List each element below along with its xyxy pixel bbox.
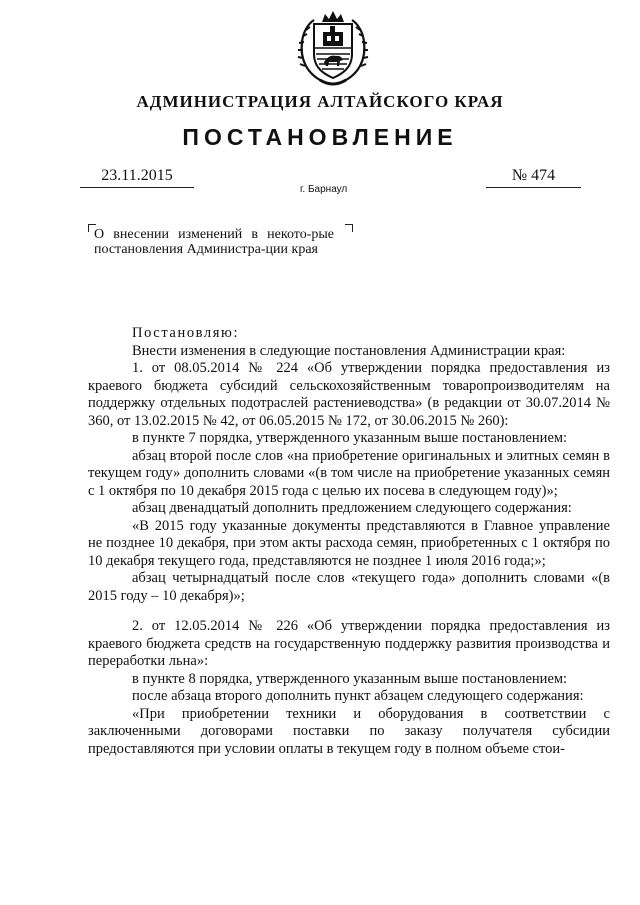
- body-paragraph: абзац четырнадцатый после слов «текущего года» дополнить словами «(в 2015 году – 10 декабря)»;: [88, 570, 610, 604]
- body-paragraph: абзац второй после слов «на приобретение оригинальных и элитных семян в текущем году» дополнить словами «(в том числе на приобретение указанных семян с 1 октября по 10 декабря 2015 года с целью их посева в следующем году)»;: [88, 447, 610, 499]
- body-paragraph: Постановляю:: [132, 325, 240, 341]
- document-number: № 474: [486, 167, 581, 188]
- document-subject: О внесении изменений в некото-рые постановления Администра-ции края: [94, 227, 334, 257]
- body-paragraph: Внести изменения в следующие постановления Администрации края:: [132, 342, 566, 359]
- body-paragraph: в пункте 8 порядка, утвержденного указанным выше постановлением:: [132, 670, 568, 687]
- document-body: [88, 325, 610, 758]
- document-date: 23.11.2015: [80, 167, 194, 188]
- organization-title: АДМИНИСТРАЦИЯ АЛТАЙСКОГО КРАЯ: [136, 92, 504, 111]
- document-city: г. Барнаул: [300, 184, 348, 195]
- body-paragraph: абзац двенадцатый дополнить предложением следующего содержания:: [132, 500, 572, 516]
- body-paragraph: в пункте 7 порядка, утвержденного указанным выше постановлением:: [132, 430, 568, 446]
- coat-of-arms-emblem: [294, 8, 372, 88]
- document-type-title: ПОСТАНОВЛЕНИЕ: [182, 124, 458, 150]
- body-paragraph: 2. от 12.05.2014 № 226 «Об утверждении порядка предоставления из краевого бюджета средств на государственную поддержку развития производства и переработки льна»:: [88, 618, 610, 669]
- subject-bracket-right: [345, 224, 353, 232]
- body-paragraph: «При приобретении техники и оборудования в соответствии с заключенными договорами поставки по заказу получателя субсидии предоставляются при условии оплаты в текущем году в полном объеме стои-: [88, 705, 610, 757]
- coat-of-arms-icon: [294, 8, 372, 88]
- body-paragraph: 1. от 08.05.2014 № 224 «Об утверждении порядка предоставления из краевого бюджета субсидий сельскохозяйственным товаропроизводителям на поддержку отдельных подотраслей растениеводства» (в редакции от 30.07.2014 № 360, от 13.02.2015 № 42, от 06.05.2015 № 172, от 30.06.2015 № 260):: [88, 360, 610, 429]
- body-paragraph: после абзаца второго дополнить пункт абзацем следующего содержания:: [132, 688, 584, 704]
- body-paragraph: «В 2015 году указанные документы представляются в Главное управление не позднее 10 декабря, при этом акты расхода семян, приобретенных с 1 октября по 10 декабря текущего года, представляются не позднее 1 июля 2016 года;»;: [88, 517, 610, 569]
